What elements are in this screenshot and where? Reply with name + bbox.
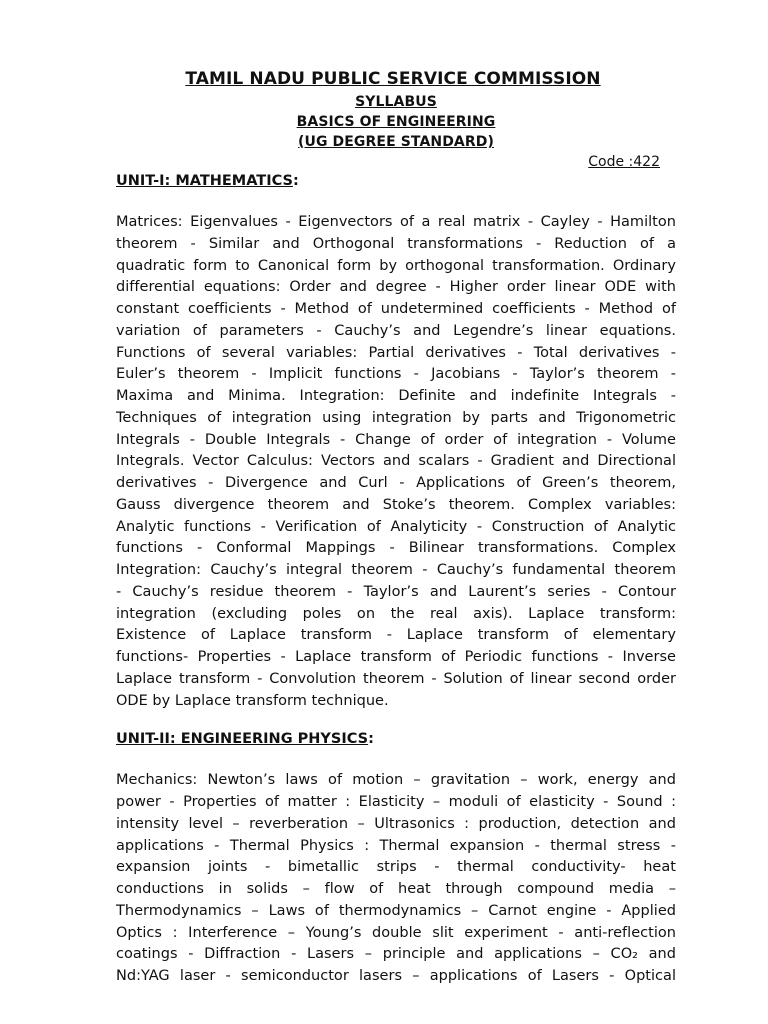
text-line: power - Properties of matter : Elasticity – moduli of elasticity - Sound :: [116, 794, 676, 810]
unit-1-body: [116, 212, 676, 712]
text-line: ODE by Laplace transform technique.: [116, 692, 389, 709]
text-line: quadratic form to Canonical form by orthogonal transformation. Ordinary: [116, 257, 676, 274]
text-line: coatings - Diffraction - Lasers – principle and applications – CO₂ and: [116, 946, 676, 963]
text-line: Mechanics: Newton’s laws of motion – gravitation – work, energy and: [116, 772, 676, 789]
text-line: conductions in solids – flow of heat through compound media –: [116, 881, 676, 897]
text-line: intensity level – reverberation – Ultrasonics : production, detection and: [116, 815, 676, 832]
text-line: Functions of several variables: Partial derivatives - Total derivatives -: [116, 344, 676, 361]
unit-2-body: [116, 770, 676, 988]
unit-1-heading: [116, 170, 676, 192]
text-line: expansion joints - bimetallic strips - thermal conductivity- heat: [116, 859, 676, 876]
unit-2-heading-text: UNIT-II: ENGINEERING PHYSICS: [116, 731, 369, 748]
text-line: Thermodynamics – Laws of thermodynamics – Carnot engine - Applied: [116, 902, 676, 919]
text-line: differential equations: Order and degree - Higher order linear ODE with: [116, 279, 676, 296]
unit-1-heading-text: UNIT-I: MATHEMATICS: [116, 173, 293, 189]
text-line: Analytic functions - Verification of Analyticity - Construction of Analytic: [116, 518, 676, 535]
text-line: - Cauchy’s residue theorem - Taylor’s and Laurent’s series - Contour: [116, 583, 676, 600]
text-line: constant coefficients - Method of undetermined coefficients - Method of: [116, 301, 676, 317]
subject-code: Code :422: [588, 154, 660, 170]
text-line: Integrals - Double Integrals - Change of order of integration - Volume: [116, 431, 676, 448]
document-subject: BASICS OF ENGINEERING: [296, 114, 496, 130]
document-title: TAMIL NADU PUBLIC SERVICE COMMISSION: [185, 69, 601, 89]
text-line: Euler’s theorem - Implicit functions - Jacobians - Taylor’s theorem -: [116, 366, 676, 383]
text-line: functions - Conformal Mappings - Bilinear transformations. Complex: [116, 540, 676, 557]
text-line: Existence of Laplace transform - Laplace transform of elementary: [116, 627, 676, 644]
text-line: variation of parameters - Cauchy’s and Legendre’s linear equations.: [116, 322, 676, 339]
text-line: Laplace transform - Convolution theorem - Solution of linear second order: [116, 670, 676, 687]
text-line: Optics : Interference – Young’s double slit experiment - anti-reflection: [116, 924, 676, 941]
text-line: Maxima and Minima. Integration: Definite and indefinite Integrals -: [116, 388, 676, 404]
unit-2-heading: [116, 728, 676, 750]
text-line: Gauss divergence theorem and Stoke’s theorem. Complex variables:: [116, 496, 676, 513]
unit-1-heading-colon: :: [292, 173, 299, 189]
text-line: Techniques of integration using integration by parts and Trigonometric: [116, 409, 676, 426]
text-line: Matrices: Eigenvalues - Eigenvectors of a real matrix - Cayley - Hamilton: [116, 214, 676, 230]
text-line: Integration: Cauchy’s integral theorem - Cauchy’s fundamental theorem: [116, 562, 676, 578]
text-line: derivatives - Divergence and Curl - Applications of Green’s theorem,: [116, 475, 676, 491]
text-line: applications - Thermal Physics : Thermal expansion - thermal stress -: [116, 837, 676, 854]
text-line: functions- Properties - Laplace transform of Periodic functions - Inverse: [116, 649, 676, 665]
document-subtitle-syllabus: SYLLABUS: [355, 94, 437, 110]
text-line: theorem - Similar and Orthogonal transformations - Reduction of a: [116, 235, 676, 252]
unit-2-heading-colon: :: [368, 731, 374, 748]
document-standard: (UG DEGREE STANDARD): [298, 134, 494, 150]
text-line: Nd:YAG laser - semiconductor lasers – applications of Lasers - Optical: [116, 968, 676, 984]
text-line: Integrals. Vector Calculus: Vectors and scalars - Gradient and Directional: [116, 453, 676, 470]
syllabus-page: [116, 66, 676, 988]
text-line: integration (excluding poles on the real axis). Laplace transform:: [116, 605, 676, 622]
